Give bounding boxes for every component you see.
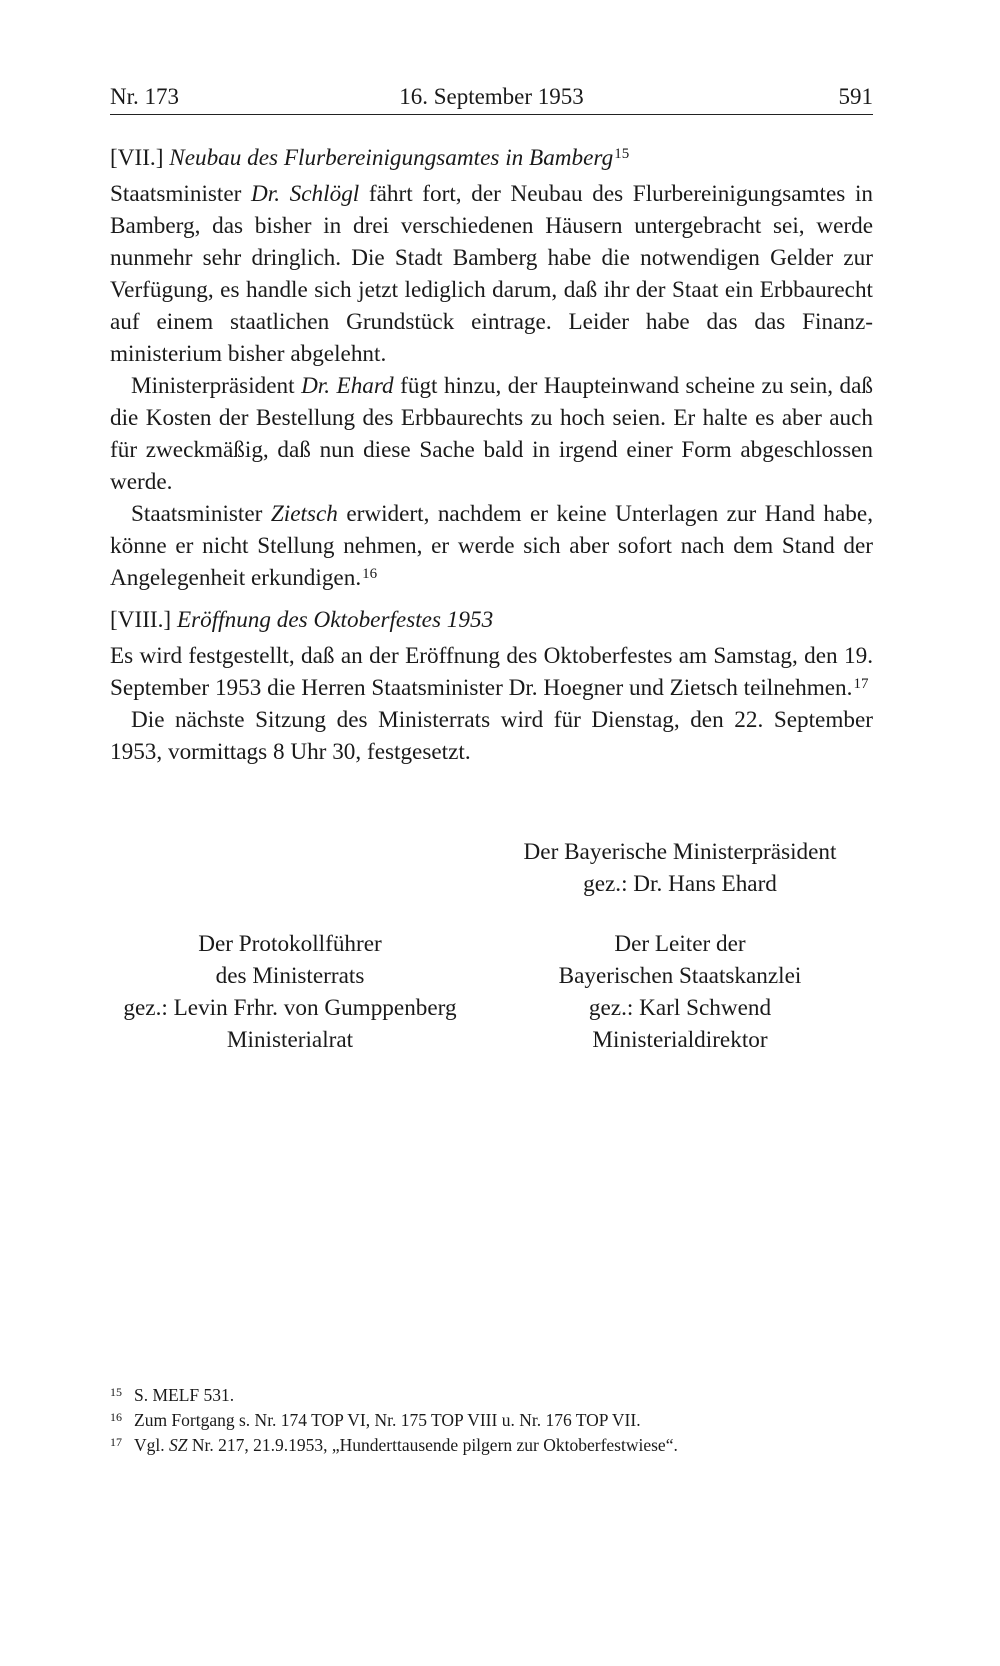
footnote-number: 15	[110, 1385, 122, 1399]
footnote	[110, 1433, 873, 1458]
section-heading	[110, 142, 873, 174]
text-run: erwidert, nachdem er keine Unterlagen zur Hand habe, könne er nicht Stellung nehmen, er werde sich aber sofort nach dem Stand der Angelegenheit erkundigen.	[110, 501, 873, 591]
footnote-number: 17	[110, 1435, 122, 1449]
signature-recorder	[110, 928, 470, 1056]
signature-line: Der Leiter der	[614, 931, 746, 957]
footnote-reference: 15	[614, 146, 630, 162]
paragraph	[110, 704, 873, 768]
document-date: 16. September 1953	[399, 84, 584, 109]
text-run: Nr. 217, 21.9.1953, „Hunderttausende pilgern zur Oktoberfestwiese“.	[187, 1435, 678, 1455]
page-number: 591	[838, 84, 873, 109]
footnote	[110, 1408, 873, 1433]
section-title: Neubau des Flurbereinigungsamtes in Bamberg	[169, 145, 614, 171]
paragraph	[110, 370, 873, 498]
text-run: Es wird festgestellt, daß an der Eröffnung des Oktoberfestes am Samstag, den 19. September 1953 die Herren Staatsminister Dr. Hoegner und Zietsch teilnehmen.	[110, 643, 873, 701]
signature-line: Der Protokollführer	[198, 931, 382, 957]
italic-name: Zietsch	[270, 501, 338, 527]
signature-line: gez.: Karl Schwend	[588, 995, 772, 1021]
text-run: fügt hinzu, der Haupteinwand scheine zu sein, daß die Kosten der Bestellung des Erbbaurechts zu hoch seien. Er halte es aber auch für zweckmäßig, daß nun diese Sache bald in irgend einer Form abgeschlossen werde.	[110, 373, 874, 495]
paragraph	[110, 178, 873, 370]
footnote-reference: 17	[853, 676, 869, 692]
text-run: Ministerpräsident	[131, 373, 302, 399]
footnote-text	[134, 1433, 678, 1458]
footnotes	[110, 1383, 873, 1458]
section-title: Eröffnung des Oktoberfestes 1953	[176, 607, 494, 633]
text-run: S. MELF 531.	[134, 1385, 235, 1405]
section-number: [VIII.]	[110, 607, 177, 633]
italic-name: Dr. Schlögl	[251, 181, 360, 207]
text-run: Staatsminister	[110, 181, 252, 207]
signature-president	[500, 836, 860, 900]
signature-line: Bayerischen Staatskanzlei	[558, 963, 802, 989]
signature-line: Ministerialdirektor	[592, 1027, 768, 1053]
footnote-text	[134, 1408, 641, 1433]
footnote-text	[134, 1383, 234, 1408]
text-run: Die nächste Sitzung des Ministerrats wird für Dienstag, den 22. September 1953, vormittags 8 Uhr 30, festgesetzt.	[110, 707, 873, 765]
signature-line: Der Bayerische Ministerpräsident	[523, 839, 837, 865]
section-heading	[110, 604, 873, 636]
signature-line: des Ministerrats	[215, 963, 365, 989]
signature-line: gez.: Dr. Hans Ehard	[583, 871, 777, 897]
signature-chancellery	[500, 928, 860, 1056]
section-spacer	[110, 594, 873, 604]
signature-line: gez.: Levin Frhr. von Gumppenberg	[123, 995, 457, 1021]
text-run: Zum Fortgang s. Nr. 174 TOP VI, Nr. 175 TOP VIII u. Nr. 176 TOP VII.	[134, 1410, 641, 1430]
footnote	[110, 1383, 873, 1408]
signature-line: Ministerialrat	[226, 1027, 354, 1053]
section-number: [VII.]	[110, 145, 170, 171]
text-run: Vgl.	[134, 1435, 169, 1455]
text-run: Staatsminister	[131, 501, 271, 527]
italic-name: SZ	[169, 1435, 188, 1455]
text-run: fährt fort, der Neubau des Flurbereinigungsamtes in Bamberg, das bisher in drei verschiedenen Häusern untergebracht sei, werde nunmehr sehr dringlich. Die Stadt Bamberg habe die notwendigen Gelder zur Verfügung, es handle sich jetzt lediglich darum, daß ihr der Staat ein Erbbaurecht auf einem staatlichen Grundstück eintrage. Leider habe das das Finanzministerium bisher abgelehnt.	[110, 181, 873, 367]
document-number: Nr. 173	[110, 84, 179, 109]
body-text	[110, 142, 873, 768]
paragraph	[110, 640, 873, 704]
running-head	[110, 80, 873, 115]
italic-name: Dr. Ehard	[301, 373, 394, 399]
paragraph	[110, 498, 873, 594]
footnote-number: 16	[110, 1410, 122, 1424]
footnote-reference: 16	[362, 566, 378, 582]
